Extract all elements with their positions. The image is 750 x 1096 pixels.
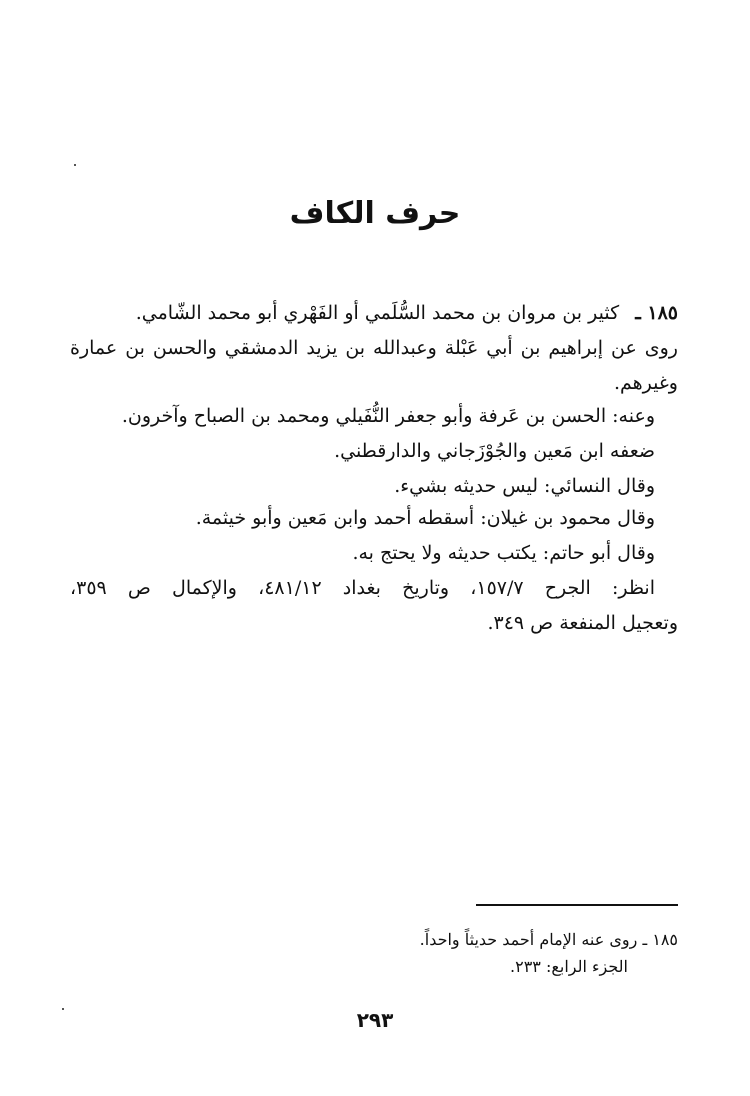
body-line: وقال محمود بن غيلان: أسقطه أحمد وابن مَعين وأبو خيثمة. <box>195 507 655 529</box>
body-line: وغيرهم. <box>613 372 678 394</box>
footnote-line: ١٨٥ ـ روى عنه الإمام أحمد حديثاً واحداً. <box>419 930 678 949</box>
body-line: وعنه: الحسن بن عَرفة وأبو جعفر النُّفَيلي ومحمد بن الصباح وآخرون. <box>121 405 655 427</box>
entry-number: ١٨٥ ـ <box>635 302 678 324</box>
body-line: ضعفه ابن مَعين والجُوْزَجاني والدارقطني. <box>334 440 655 462</box>
body-line: وقال النسائي: ليس حديثه بشيء. <box>394 475 655 497</box>
page-number: ٢٩٣ <box>356 1008 394 1032</box>
body-line: روى عن إبراهيم بن أبي عَبْلة وعبدالله بن يزيد الدمشقي والحسن بن عمارة <box>70 337 678 359</box>
body-line: انظر: الجرح ١٥٧/٧، وتاريخ بغداد ٤٨١/١٢، والإكمال ص ٣٥٩، <box>70 577 655 599</box>
body-line: وقال أبو حاتم: يكتب حديثه ولا يحتج به. <box>352 542 655 564</box>
body-line: وتعجيل المنفعة ص ٣٤٩. <box>487 612 678 634</box>
entry-title-line <box>136 302 678 325</box>
chapter-heading: حرف الكاف <box>289 196 461 231</box>
scan-speck <box>74 164 76 166</box>
footnote-divider <box>476 904 678 906</box>
entry-title: كثير بن مروان بن محمد السُّلَمي أو الفَهْري أبو محمد الشّامي. <box>135 302 620 324</box>
footnote-line: الجزء الرابع: ٢٣٣. <box>510 957 628 976</box>
